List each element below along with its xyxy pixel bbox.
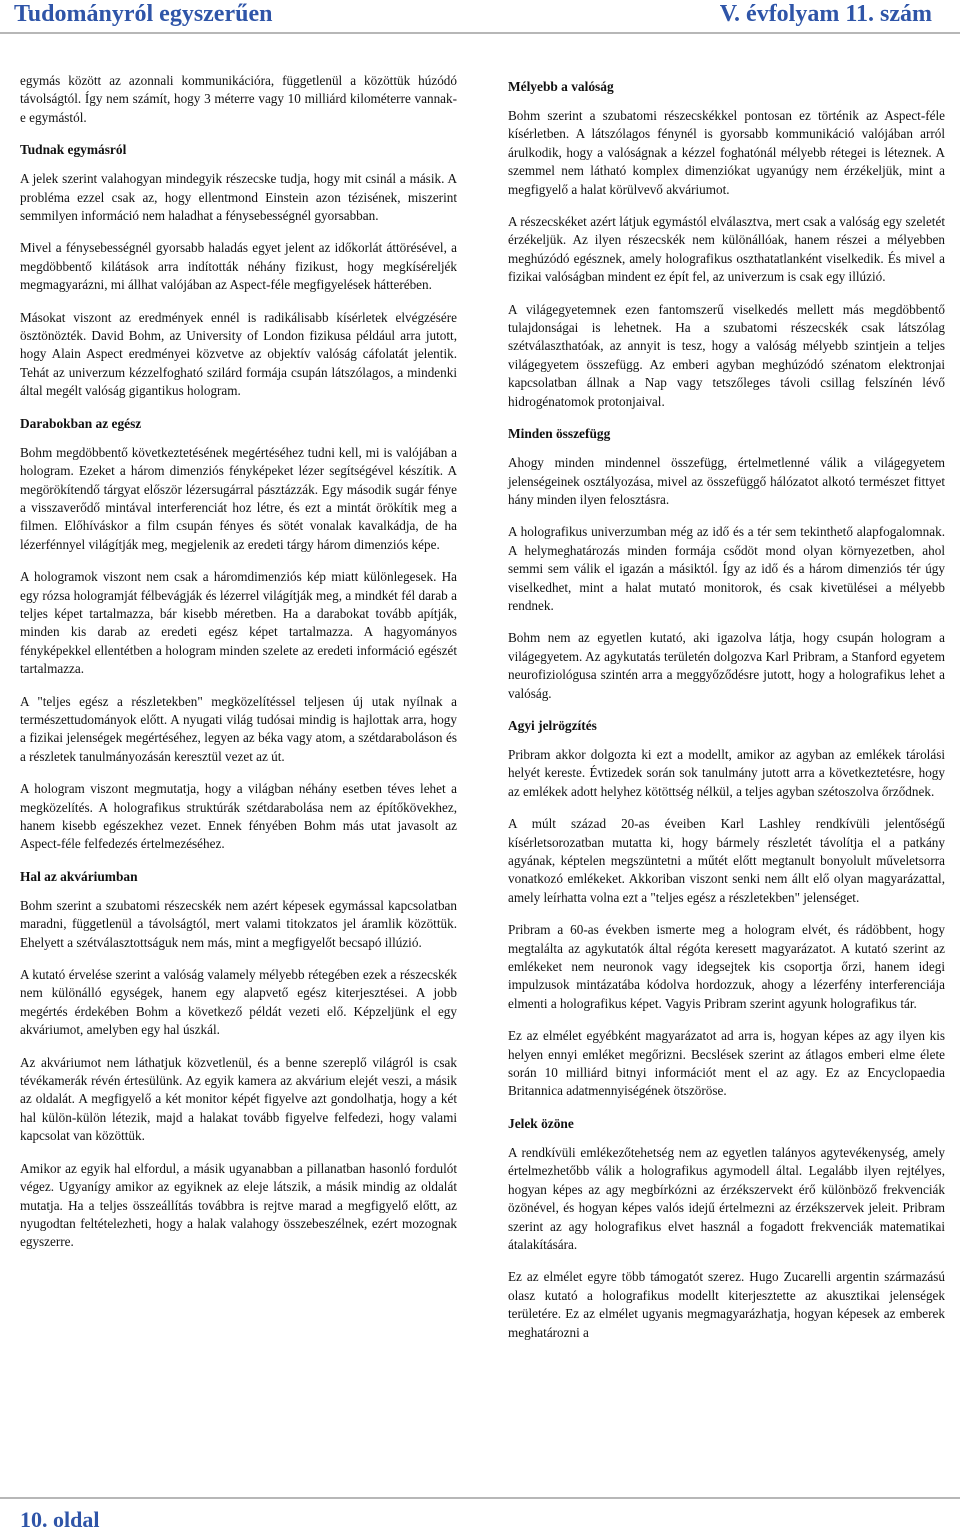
paragraph: A kutató érvelése szerint a valóság valamely mélyebb rétegében ezek a részecskék nem különálló egységek, hanem egy alapvető egész kiterjesztései. A jobb megértés érdekében Bohm a következő példát vezeti elő. Képzeljünk el egy akváriumot, amelyben egy hal úszkál. bbox=[20, 967, 457, 1038]
paragraph: Az akváriumot nem láthatjuk közvetlenül, és a benne szereplő világról is csak tévékamerák révén értesülünk. Az egyik kamera az akvárium elejét veszi, a másik az oldalát. A megfigyelő a két monitor képét figyelve azt gondolhatja, hogy a két hal külön-külön létezik, majd a halakat tovább figyelve felfedezi, hogy valami kapcsolat van közöttük. bbox=[20, 1054, 457, 1144]
paragraph: Bohm szerint a szubatomi részecskék nem azért képesek egymással kapcsolatban maradni, függetlenül a távolságtól, mert valami titokzatos jel áramlik közöttük. Ehelyett a szétválasztottságuk nem más, mint a megfigyelőt becsapó illúzió. bbox=[20, 897, 457, 950]
paragraph: Bohm megdöbbentő következtetésének megértéséhez tudni kell, mi is valójában a hologram. Ezeket a három dimenziós fényképeket lézer segítségével készítik. A megörökítendő tárgyat először lézersugárral pásztázzák. Egy második sugár fénye a visszaverődő mintával interferenciát hoz létre, és ezt a mintát örökítik meg a filmen. Előhíváskor a film csupán fényes és sötét vonalak kavalkádja, de ha lézerfénnyel világítják meg, megjelenik az eredeti tárgy három dimenziós képe. bbox=[20, 444, 457, 552]
paragraph: A "teljes egész a részletekben" megközelítéssel teljesen új utak nyílnak a természettudományok előtt. A nyugati világ tudósai mindig is hajlottak arra, hogy a fizikai jelenségek megértéséhez, legyen az béka vagy atom, a szétdaraboláson és a részletek tanulmányozásán keresztül vezet az út. bbox=[20, 693, 457, 764]
paragraph: A múlt század 20-as éveiben Karl Lashley rendkívüli jelentőségű kísérletsorozatban mutatta ki, hogy bármely részletét távolítja el a patkány agyának, képtelen megszüntetni a műtét előtt megtanult bonyolult műveletsorra vonatkozó emlékeket. Akkoriban viszont senki nem állt elő olyan magyarázattal, amely leírhatta volna ezt a "teljes egész a részletekben" jelenséget. bbox=[508, 816, 945, 905]
right-column bbox=[508, 78, 945, 1356]
paragraph: Pribram akkor dolgozta ki ezt a modellt, amikor az agyban az emlékek tárolási helyét kereste. Évtizedek során sok tanulmány jutott arra a következtetésre, hogy az emlékek adott helyhez kötöttség nélkül, a teljes agyban szétoszolva őrződnek. bbox=[508, 746, 945, 799]
section-heading: Jelek özöne bbox=[508, 1115, 574, 1131]
paragraph: egymás között az azonnali kommunikációra, függetlenül a közöttük húzódó távolságtól. Így nem számít, hogy 3 méterre vagy 10 milliárd kilométerre vannak-e egymástól. bbox=[20, 73, 457, 125]
left-column bbox=[20, 72, 457, 1266]
paragraph: Bohm szerint a szubatomi részecskékkel pontosan ez történik az Aspect-féle kísérletben. A látszólagos fénynél is gyorsabb kommunikáció valójában arról árulkodik, hogy a valóságnak a kézzel foghatónál mélyebb rétegei is léteznek. A szemmel nem látható komplex dimenziókat ugyanúgy nem érzékeljük, mint a megfigyelő a halat körülvevő akváriumot. bbox=[508, 108, 945, 197]
paragraph: Pribram a 60-as években ismerte meg a hologram elvét, és rádöbbent, hogy megtalálta az agykutatók által régóta keresett magyarázatot. A kutató szerint az emlékeket nem neuronok vagy idegsejtek kis csoportja őrzi, hanem idegi impulzusok mintázatába kódolva hordozzuk, ahogy a lézerfény interferenciája elmenti a holografikus képet. Vagyis Pribram szerint agyunk holografikus tár. bbox=[508, 922, 945, 1011]
paragraph: A holografikus univerzumban még az idő és a tér sem tekinthető alapfogalomnak. A helymeghatározás minden formája csődöt mond olyan környezetben, ahol semmi sem válik el igazán a másiktól. Így az idő és a három dimenziós tér úgy viselkedhet, mint a halat mutató monitorok, és csak kivetülései a mélyebb rendnek. bbox=[508, 524, 945, 613]
paragraph: Bohm nem az egyetlen kutató, aki igazolva látja, hogy csupán hologram a világegyetem. Az agykutatás területén dolgozva Karl Pribram, a Stanford egyetem neurofiziológusa szintén arra a meggyőződésre jutott, hogy a holografikus lehet a valóság. bbox=[508, 630, 945, 701]
section-heading: Agyi jelrögzítés bbox=[508, 717, 597, 733]
paragraph: A jelek szerint valahogyan mindegyik részecske tudja, hogy mit csinál a másik. A probléma ezzel csak az, hogy ellentmond Einstein azon tézisének, miszerint semmilyen információ nem haladhat a fénysebességnél gyorsabban. bbox=[20, 171, 457, 224]
section-heading: Hal az akváriumban bbox=[20, 868, 138, 884]
paragraph: A hologramok viszont nem csak a háromdimenziós kép miatt különlegesek. Ha egy rózsa hologramját félbevágják és lézerrel világítják meg, a mindkét fél darab a teljes képet tartalmazza, bár kisebb méretben. Ha a darabokat tovább apítják, minden kis darab az eredeti egész képet tartalmazza. A hagyományos fényképekkel ellentétben a hologram minden szelete az eredeti információ egészét tartalmazza. bbox=[20, 569, 457, 677]
page-header bbox=[0, 0, 960, 34]
page-footer bbox=[0, 1497, 960, 1535]
paragraph: Ez az elmélet egyébként magyarázatot ad arra is, hogyan képes az agy ilyen kis helyen ennyi emléket megőrizni. Becslések szerint az átlagos emberi elme élete során 10 milliárd bitnyi információt ment el az agy. Ez az Encyclopaedia Britannica adatmennyiségének ötszöröse. bbox=[508, 1028, 945, 1099]
paragraph: Amikor az egyik hal elfordul, a másik ugyanabban a pillanatban hasonló fordulót végez. Ugyanígy amikor az egyiknek az eleje látszik, a másik mindig az oldalát mutatja. Ha a teljes összeállítás továbbra is rejtve marad a megfigyelő előtt, az nyugodtan feltételezheti, hogy a halak valahogy összebeszélnek, ezért mozognak egyszerre. bbox=[20, 1160, 457, 1250]
issue-label: V. évfolyam 11. szám bbox=[719, 1, 932, 27]
paragraph: A rendkívüli emlékezőtehetség nem az egyetlen talányos agytevékenység, amely értelmezhetőbb válik a holografikus agymodell által. Legalább ilyen rejtélyes, hogyan képes az agy megbírkózni az érzékszervekt érő különböző frekvenciák özönével, és hogyan képes valós idejű értelmezni az érzékszervek jeleit. Pribram szerint az agy holografikus elvet használ a fogadott frekvenciák matematikai átalakítására. bbox=[508, 1144, 945, 1252]
paragraph: A hologram viszont megmutatja, hogy a világban néhány esetben téves lehet a megközelítés. A holografikus struktúrák szétdarabolása nem az építőkövekhez, hanem kisebb egészekhez vezet. Ennek fényében Bohm más utat javasolt az Aspect-féle felfedezés értelmezéséhez. bbox=[20, 781, 457, 852]
paragraph: Másokat viszont az eredmények ennél is radikálisabb kísérletek elvégzésére ösztönözték. David Bohm, az University of London fizikusa például arra jutott, hogy Alain Aspect eredményei közvetve az objektív valóság cáfolatát jelentik. Tehát az univerzum kézzelfogható szilárd formája csupán látszólagos, a mindenki által megélt valóság gigantikus hologram. bbox=[20, 309, 457, 399]
paragraph: Ahogy minden mindennel összefügg, értelmetlenné válik a világegyetem jelenségeinek osztályozása, mivel az összefüggő hálózatot alkotó természet fittyet hány minden ilyen felosztásra. bbox=[508, 455, 945, 507]
paragraph: Ez az elmélet egyre több támogatót szerez. Hugo Zucarelli argentin származású olasz kutató a holografikus modellt kiterjesztette az akusztikai jelenségek területére. Ez az elmélet ugyanis megmagyarázhatja, hogyan képesek az emberek meghatározni a bbox=[508, 1269, 945, 1340]
paragraph: Mivel a fénysebességnél gyorsabb haladás egyet jelent az időkorlát áttörésével, a megdöbbentő kilátások arra indították néhány fizikust, hogy megkíséreljék megmagyarázni, mi állhat valójában az Aspect-féle megfigyelések hátterében. bbox=[20, 240, 457, 293]
section-heading: Minden összefügg bbox=[508, 426, 611, 442]
section-heading: Darabokban az egész bbox=[20, 415, 142, 431]
page-number: 10. oldal bbox=[20, 1507, 100, 1532]
publication-title: Tudományról egyszerűen bbox=[14, 1, 273, 27]
paragraph: A részecskéket azért látjuk egymástól elválasztva, mert csak a valóság egy szeletét érzékeljük. Az ilyen részecskék nem különállóak, hanem részei a mélyebben meghúzódó egésznek, amely holografikus oszthatatlanként viselkedik. És mivel a fizikai valóságban mindent ez épít fel, az univerzum is csak egy illúzió. bbox=[508, 214, 945, 285]
paragraph: A világegyetemnek ezen fantomszerű viselkedés mellett más megdöbbentő tulajdonságai is lehetnek. Ha a szubatomi részecskék csak látszólag szétválaszthatóak, az annyit is tesz, hogy a valóság mélyebb szintjein a teljes világegyetem összefügg. Az emberi agyban meghúzódó szénatom elektronjai kapcsolatban állnak a Nap vagy tetszőleges távoli csillag felszínén lévő hidrogénatomok protonjaival. bbox=[508, 301, 945, 409]
section-heading: Mélyebb a valóság bbox=[508, 79, 614, 94]
section-heading: Tudnak egymásról bbox=[20, 142, 127, 158]
